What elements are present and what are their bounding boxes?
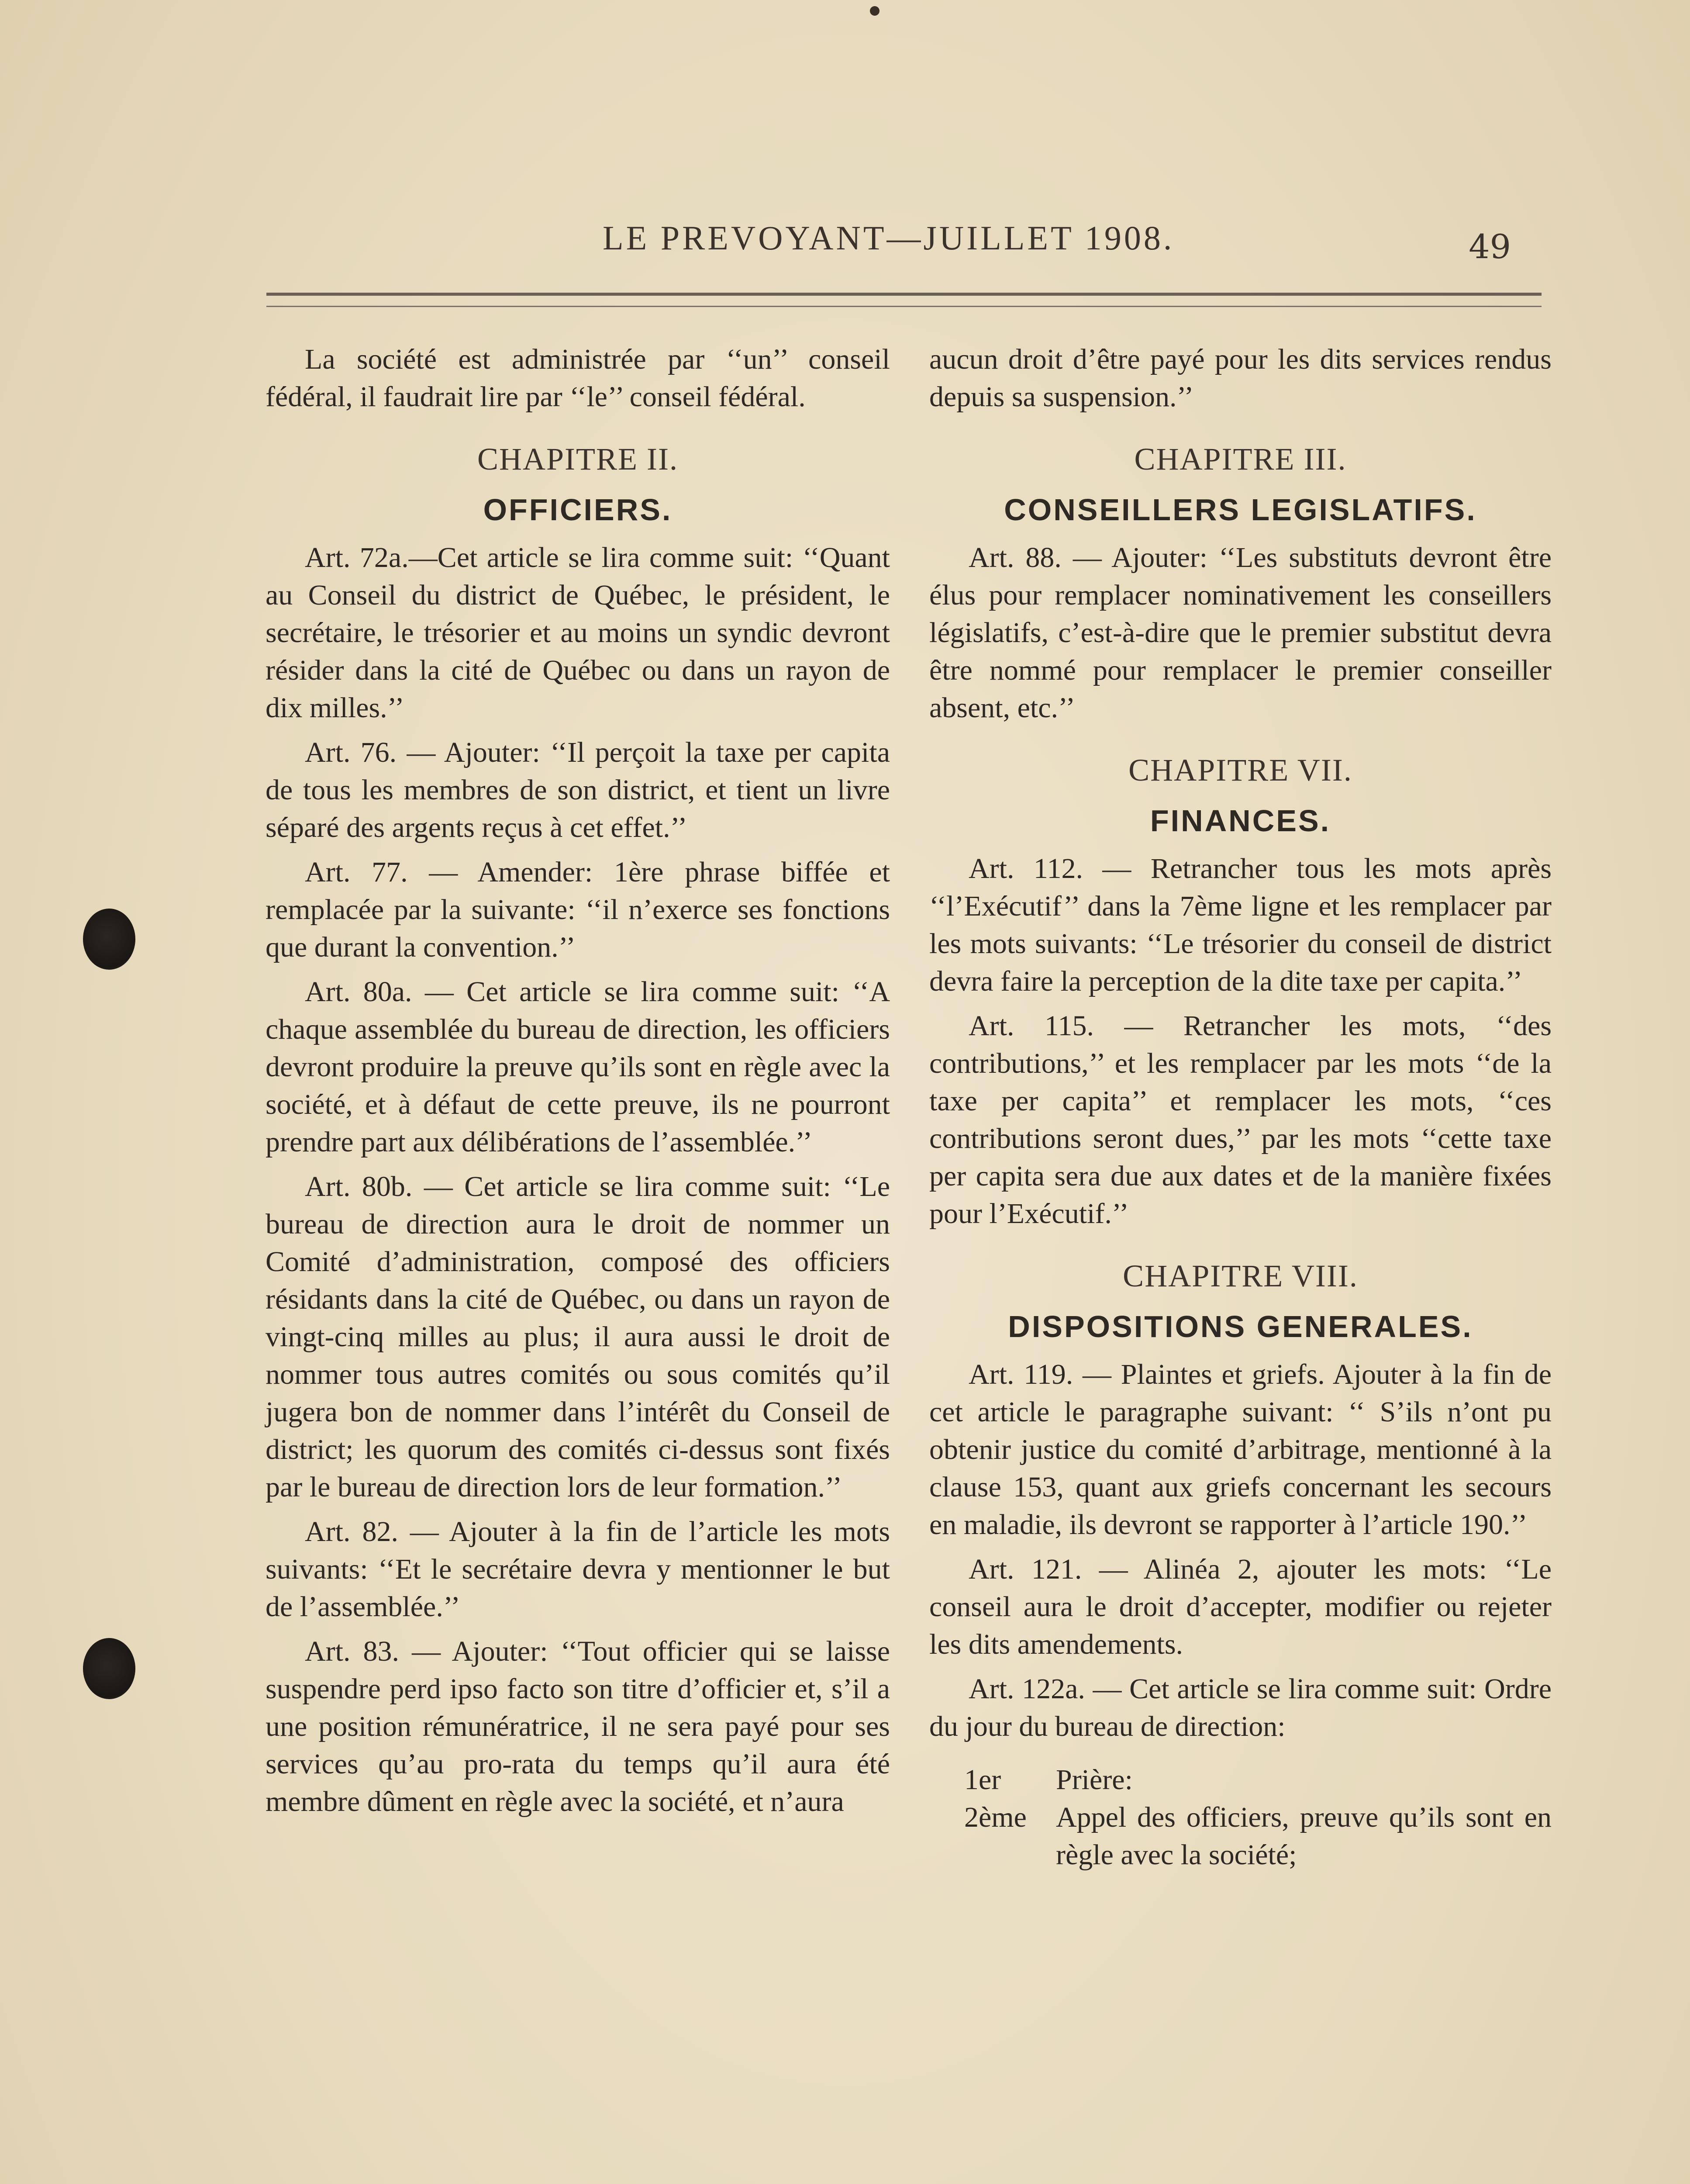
- article-paragraph: Art. 119. — Plaintes et griefs. Ajouter à la fin de cet article le paragraphe suivant: ‘‘ S’ils n’ont pu obtenir justice du comité d’arbitrage, mentionné à la clause 153, quant aux griefs concernant les secours en maladie, ils devront se rapporter à l’article 190.’’: [929, 1358, 1552, 1541]
- chapter-title: DISPOSITIONS GENERALES.: [1008, 1310, 1473, 1344]
- list-item: [929, 1761, 1552, 1799]
- article-paragraph: Art. 121. — Alinéa 2, ajouter les mots: ‘‘Le conseil aura le droit d’accepter, modifier ou rejeter les dits amendements.: [929, 1553, 1552, 1660]
- article-paragraph: Art. 80b. — Cet article se lira comme suit: ‘‘Le bureau de direction aura le droit de nommer un Comité d’administration, composé des officiers résidants dans la cité de Québec, ou dans un rayon de vingt-cinq milles au plus; il aura aussi le droit de nommer tous autres comités ou sous comités qu’il jugera bon de nommer dans l’intérêt du Conseil de district; les quorum des comités ci-dessus sont fixés par le bureau de direction lors de leur formation.’’: [266, 1171, 890, 1503]
- article-paragraph: Art. 77. — Amender: 1ère phrase biffée et remplacée par la suivante: ‘‘il n’exerce ses fonctions que durant la convention.’’: [266, 856, 890, 963]
- chapter-heading: CHAPITRE VII.: [1128, 753, 1352, 788]
- article-paragraph: Art. 88. — Ajouter: ‘‘Les substituts devront être élus pour remplacer nominativement les conseillers législatifs, c’est-à-dire que le premier substitut devra être nommé pour remplacer le premier conseiller absent, etc.’’: [929, 542, 1552, 724]
- article-paragraph: Art. 83. — Ajouter: ‘‘Tout officier qui se laisse suspendre perd ipso facto son titre d’officier et, s’il a une position rémunératrice, il ne sera payé pour ses services qu’au pro-rata du temps qu’il aura été membre dûment en règle avec la société, et n’aura: [266, 1635, 890, 1818]
- page-header: [262, 218, 1563, 271]
- intro-paragraph: La société est administrée par ‘‘un’’ conseil fédéral, il faudrait lire par ‘‘le’’ conseil fédéral.: [266, 343, 890, 413]
- list-item: [929, 1799, 1552, 1874]
- page-number: 49: [1469, 227, 1511, 266]
- agenda-list: [929, 1761, 1552, 1874]
- chapter-heading: CHAPITRE III.: [1134, 442, 1347, 477]
- chapter-title: CONSEILLERS LEGISLATIFS.: [1004, 493, 1477, 527]
- binding-hole-lower: [83, 1638, 135, 1699]
- chapter-heading: CHAPITRE VIII.: [1123, 1258, 1358, 1293]
- left-column: [266, 341, 890, 1828]
- list-item-text: Appel des officiers, preuve qu’ils sont en règle avec la société;: [1056, 1801, 1552, 1871]
- article-paragraph: Art. 82. — Ajouter à la fin de l’article les mots suivants: ‘‘Et le secrétaire devra y mentionner le but de l’assemblée.’’: [266, 1516, 890, 1623]
- running-title: LE PREVOYANT—JUILLET 1908.: [603, 219, 1175, 257]
- binding-hole-upper: [83, 909, 135, 970]
- header-rule: [266, 293, 1542, 296]
- header-rule-thin: [266, 306, 1542, 307]
- ink-dot: [870, 6, 879, 16]
- article-paragraph: Art. 76. — Ajouter: ‘‘Il perçoit la taxe per capita de tous les membres de son district, et tient un livre séparé des argents reçus à cet effet.’’: [266, 736, 890, 843]
- article-paragraph: Art. 72a.—Cet article se lira comme suit: ‘‘Quant au Conseil du district de Québec, le président, le secrétaire, le trésorier et au moins un syndic devront résider dans la cité de Québec ou dans un rayon de dix milles.’’: [266, 542, 890, 724]
- continuation-paragraph: aucun droit d’être payé pour les dits services rendus depuis sa suspension.’’: [929, 343, 1552, 413]
- article-paragraph: Art. 80a. — Cet article se lira comme suit: ‘‘A chaque assemblée du bureau de direction, les officiers devront produire la preuve qu’ils sont en règle avec la société, et à défaut de cette preuve, ils ne pourront prendre part aux délibérations de l’assemblée.’’: [266, 976, 890, 1158]
- chapter-title: OFFICIERS.: [483, 493, 673, 527]
- chapter-title: FINANCES.: [1150, 804, 1331, 838]
- chapter-heading: CHAPITRE II.: [477, 442, 678, 477]
- right-column: [929, 341, 1552, 1874]
- list-item-number: 1er: [964, 1764, 1001, 1796]
- article-paragraph: Art. 115. — Retrancher les mots, ‘‘des contributions,’’ et les remplacer par les mots ‘‘de la taxe per capita’’ et remplacer les mots, ‘‘ces contributions seront dues,’’ par les mots ‘‘cette taxe per capita sera due aux dates et de la manière fixées pour l’Exécutif.’’: [929, 1010, 1552, 1230]
- article-paragraph: Art. 112. — Retrancher tous les mots après ‘‘l’Exécutif’’ dans la 7ème ligne et les remplacer par les mots suivants: ‘‘Le trésorier du conseil de district devra faire la perception de la dite taxe per capita.’’: [929, 853, 1552, 997]
- list-item-number: 2ème: [964, 1801, 1027, 1833]
- list-item-text: Prière:: [1056, 1764, 1133, 1796]
- article-paragraph: Art. 122a. — Cet article se lira comme suit: Ordre du jour du bureau de direction:: [929, 1673, 1552, 1742]
